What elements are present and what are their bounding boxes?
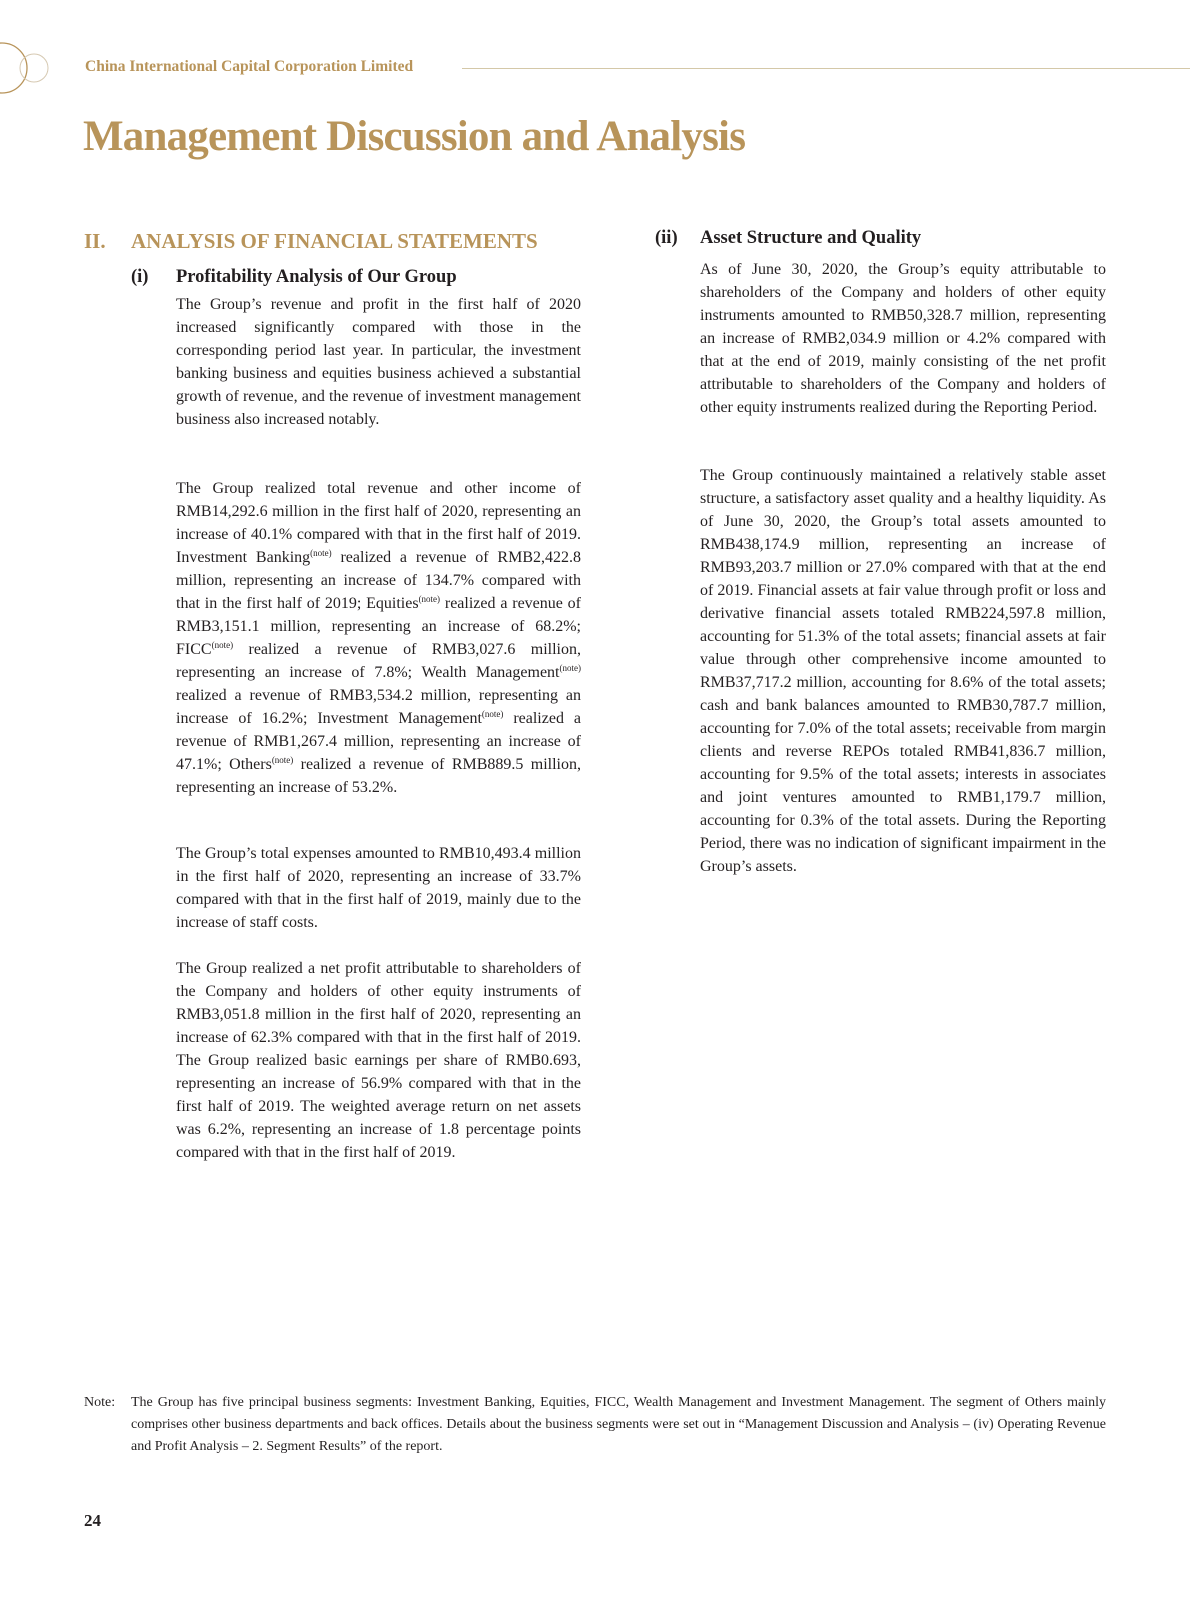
note-marker: (note) bbox=[559, 663, 581, 673]
subsection-title: Asset Structure and Quality bbox=[700, 228, 922, 248]
footnote-text: The Group has five principal business segments: Investment Banking, Equities, FICC, Wealth Management and Investment Management. The segment of Others mainly comprises other business departments and back offices. Details about the business segments were set out in “Management Discussion and Analysis – (iv) Operating Revenue and Profit Analysis – 2. Segment Results” of the report. bbox=[131, 1395, 1106, 1454]
paragraph-total-assets: The Group continuously maintained a relatively stable asset structure, a satisfactory asset quality and a healthy liquidity. As of June 30, 2020, the Group’s total assets amounted to RMB438,174.9 million, representing an increase of RMB93,203.7 million or 27.0% compared with that at the end of 2019. Financial assets at fair value through profit or loss and derivative financial assets totaled RMB224,597.8 million, accounting for 51.3% of the total assets; financial assets at fair value through other comprehensive income amounted to RMB37,717.2 million, accounting for 8.6% of the total assets; cash and bank balances amounted to RMB30,787.7 million, accounting for 7.0% of the total assets; receivable from margin clients and reverse REPOs totaled RMB41,836.7 million, accounting for 9.5% of the total assets; interests in associates and joint ventures amounted to RMB1,179.7 million, accounting for 0.3% of the total assets. During the Reporting Period, there was no indication of significant impairment in the Group’s assets. bbox=[700, 467, 1106, 875]
company-logo-rings-icon bbox=[0, 40, 60, 100]
note-marker: (note) bbox=[481, 709, 504, 719]
subsection-number: (ii) bbox=[655, 228, 678, 248]
company-name: China International Capital Corporation Limited bbox=[85, 58, 414, 75]
paragraph-revenue-overview: The Group’s revenue and profit in the first half of 2020 increased significantly compared with those in the corresponding period last year. In particular, the investment banking business and equities business achieved a substantial growth of revenue, and the revenue of investment management business also increased notably. bbox=[176, 296, 581, 428]
note-marker: (note) bbox=[310, 548, 332, 558]
subsection-title: Profitability Analysis of Our Group bbox=[176, 267, 457, 287]
footnote-label: Note: bbox=[84, 1395, 116, 1410]
paragraph-net-profit: The Group realized a net profit attributable to shareholders of the Company and holders of other equity instruments of RMB3,051.8 million in the first half of 2020, representing an increase of 62.3% compared with that in the first half of 2019. The Group realized basic earnings per share of RMB0.693, representing an increase of 56.9% compared with that in the first half of 2019. The weighted average return on net assets was 6.2%, representing an increase of 1.8 percentage points compared with that in the first half of 2019. bbox=[176, 960, 581, 1161]
note-marker: (note) bbox=[418, 594, 441, 604]
paragraph-equity: As of June 30, 2020, the Group’s equity attributable to shareholders of the Company and holders of other equity instruments amounted to RMB50,328.7 million, representing an increase of RMB2,034.9 million or 4.2% compared with that at the end of 2019, mainly consisting of the net profit attributable to shareholders of the Company and holders of other equity instruments realized during the Reporting Period. bbox=[700, 261, 1106, 416]
section-heading bbox=[84, 229, 538, 254]
subsection-heading-profitability bbox=[131, 267, 457, 288]
paragraph-total-expenses: The Group’s total expenses amounted to RMB10,493.4 million in the first half of 2020, representing an increase of 33.7% compared with that in the first half of 2019, mainly due to the increase of staff costs. bbox=[176, 845, 581, 931]
subsection-heading-asset-structure bbox=[655, 228, 921, 249]
subsection-number: (i) bbox=[131, 267, 149, 287]
note-marker: (note) bbox=[271, 755, 294, 765]
footnote bbox=[84, 1392, 1106, 1458]
paragraph-segment-revenue: The Group realized total revenue and other income of RMB14,292.6 million in the first half of 2020, representing an increase of 40.1% compared with that in the first half of 2019. Investment Banking$^{(note)}$ realized a revenue of RMB2,422.8 million, representing an increase of 134.7% compared with that in the first half of 2019; Equities$^{(note)}$ realized a revenue of RMB3,151.1 million, representing an increase of 68.2%; $FICC^{(note)}$ realized a revenue of RMB3,027.6 million, representing an increase of 7.8%; Wealth Management$^{(note)}$ realized a revenue of RMB3,534.2 million, representing an increase of 16.2%; Investment Management$^{(note)}$ realized a revenue of RMB1,267.4 million, representing an increase of 47.1%; Others$^{(note)}$ realized a revenue of RMB889.5 million, representing an increase of 53.2%. bbox=[176, 480, 582, 796]
note-marker: (note) bbox=[211, 640, 234, 650]
page-title: Management Discussion and Analysis bbox=[83, 113, 746, 160]
header-divider bbox=[462, 68, 1190, 69]
section-number: II. bbox=[84, 229, 106, 253]
section-title: ANALYSIS OF FINANCIAL STATEMENTS bbox=[131, 229, 538, 253]
page-number: 24 bbox=[84, 1511, 101, 1530]
